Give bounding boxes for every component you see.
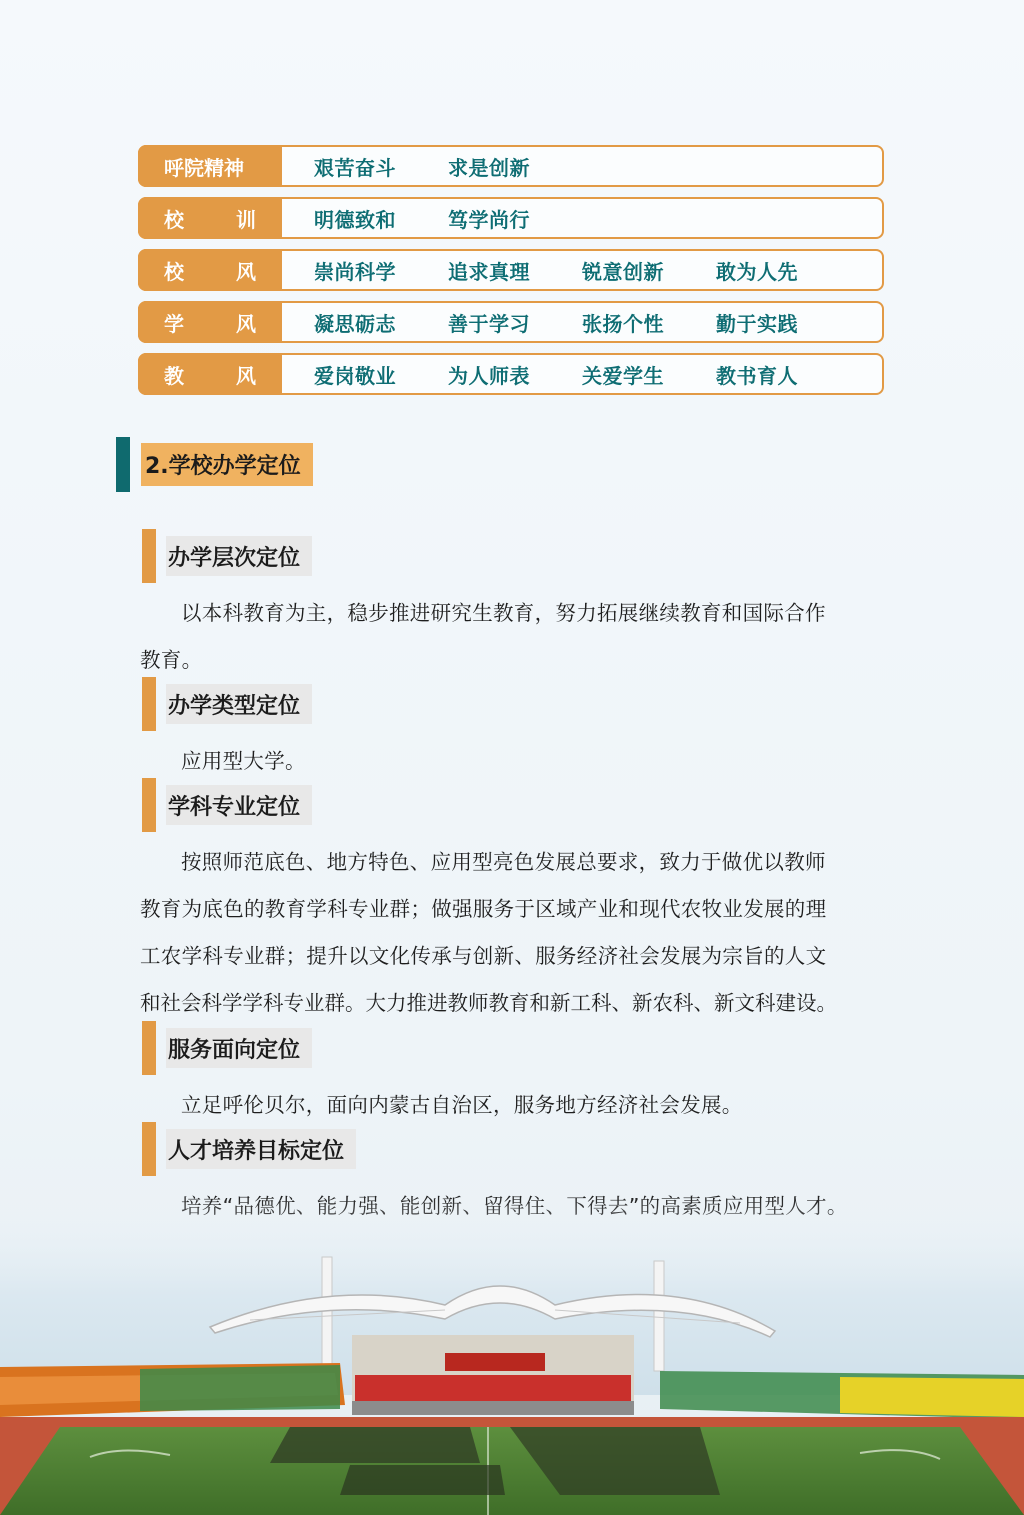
- paragraph-discipline: [140, 839, 886, 1027]
- section-title: 2.学校办学定位: [141, 443, 313, 486]
- subsection-header-level: [142, 529, 312, 583]
- subsection-header-discipline: [142, 778, 312, 832]
- motto-value: 追求真理: [448, 259, 530, 284]
- motto-values: [314, 147, 582, 185]
- paragraph-line: 和社会科学学科专业群。大力推进教师教育和新工科、新农科、新文科建设。: [140, 991, 837, 1015]
- motto-label-text: 校: [164, 259, 184, 284]
- motto-row-spirit: [138, 145, 884, 187]
- paragraph-line: 立足呼伦贝尔，面向内蒙古自治区，服务地方经济社会发展。: [181, 1093, 743, 1117]
- subsection-accent-bar: [142, 1122, 156, 1176]
- motto-label: [138, 145, 282, 187]
- motto-row-study-style: [138, 301, 884, 343]
- motto-value: 关爱学生: [582, 363, 664, 388]
- motto-value: 笃学尚行: [448, 207, 530, 232]
- motto-values: [314, 199, 582, 237]
- motto-label-text: 校: [164, 207, 184, 232]
- paragraph-line: 教育。: [140, 648, 203, 672]
- motto-values: [314, 355, 850, 393]
- subsection-accent-bar: [142, 778, 156, 832]
- motto-values: [314, 303, 850, 341]
- motto-table: [138, 145, 884, 405]
- subsection-title: 办学层次定位: [166, 536, 312, 576]
- motto-label: [138, 249, 282, 291]
- section-header: [116, 437, 313, 492]
- subsection-accent-bar: [142, 529, 156, 583]
- motto-label-text: 学: [164, 311, 184, 336]
- stadium-photo: [0, 1195, 1024, 1515]
- subsection-title: 办学类型定位: [166, 684, 312, 724]
- subsection-title: 学科专业定位: [166, 785, 312, 825]
- motto-label-text: 呼院精神: [164, 155, 244, 180]
- motto-label-text: 风: [236, 259, 256, 284]
- subsection-header-talent: [142, 1122, 356, 1176]
- subsection-title: 服务面向定位: [166, 1028, 312, 1068]
- section-accent-bar: [116, 437, 130, 492]
- motto-value: 明德致和: [314, 207, 396, 232]
- motto-label: [138, 197, 282, 239]
- motto-label-text: 风: [236, 311, 256, 336]
- motto-row-motto: [138, 197, 884, 239]
- subsection-title: 人才培养目标定位: [166, 1129, 356, 1169]
- paragraph-line: 工农学科专业群；提升以文化传承与创新、服务经济社会发展为宗旨的人文: [140, 944, 827, 968]
- motto-value: 锐意创新: [582, 259, 664, 284]
- motto-label-text: 教: [164, 363, 184, 388]
- motto-value: 艰苦奋斗: [314, 155, 396, 180]
- motto-value: 善于学习: [448, 311, 530, 336]
- motto-label-text: 风: [236, 363, 256, 388]
- subsection-header-type: [142, 677, 312, 731]
- paragraph-line: 以本科教育为主，稳步推进研究生教育，努力拓展继续教育和国际合作: [181, 601, 826, 625]
- motto-values: [314, 251, 850, 289]
- motto-label-text: 训: [236, 207, 256, 232]
- motto-value: 敢为人先: [716, 259, 798, 284]
- motto-row-teaching-style: [138, 353, 884, 395]
- motto-value: 张扬个性: [582, 311, 664, 336]
- subsection-accent-bar: [142, 677, 156, 731]
- motto-value: 爱岗敬业: [314, 363, 396, 388]
- motto-value: 教书育人: [716, 363, 798, 388]
- paragraph-line: 应用型大学。: [181, 749, 306, 773]
- motto-value: 崇尚科学: [314, 259, 396, 284]
- paragraph-line: 教育为底色的教育学科专业群；做强服务于区域产业和现代农牧业发展的理: [140, 897, 827, 921]
- motto-value: 求是创新: [448, 155, 530, 180]
- motto-label: [138, 301, 282, 343]
- motto-label: [138, 353, 282, 395]
- subsection-header-service: [142, 1021, 312, 1075]
- subsection-accent-bar: [142, 1021, 156, 1075]
- paragraph-level: [140, 590, 886, 684]
- motto-value: 为人师表: [448, 363, 530, 388]
- paragraph-line: 按照师范底色、地方特色、应用型亮色发展总要求，致力于做优以教师: [181, 850, 826, 874]
- motto-value: 勤于实践: [716, 311, 798, 336]
- motto-value: 凝思砺志: [314, 311, 396, 336]
- motto-row-school-style: [138, 249, 884, 291]
